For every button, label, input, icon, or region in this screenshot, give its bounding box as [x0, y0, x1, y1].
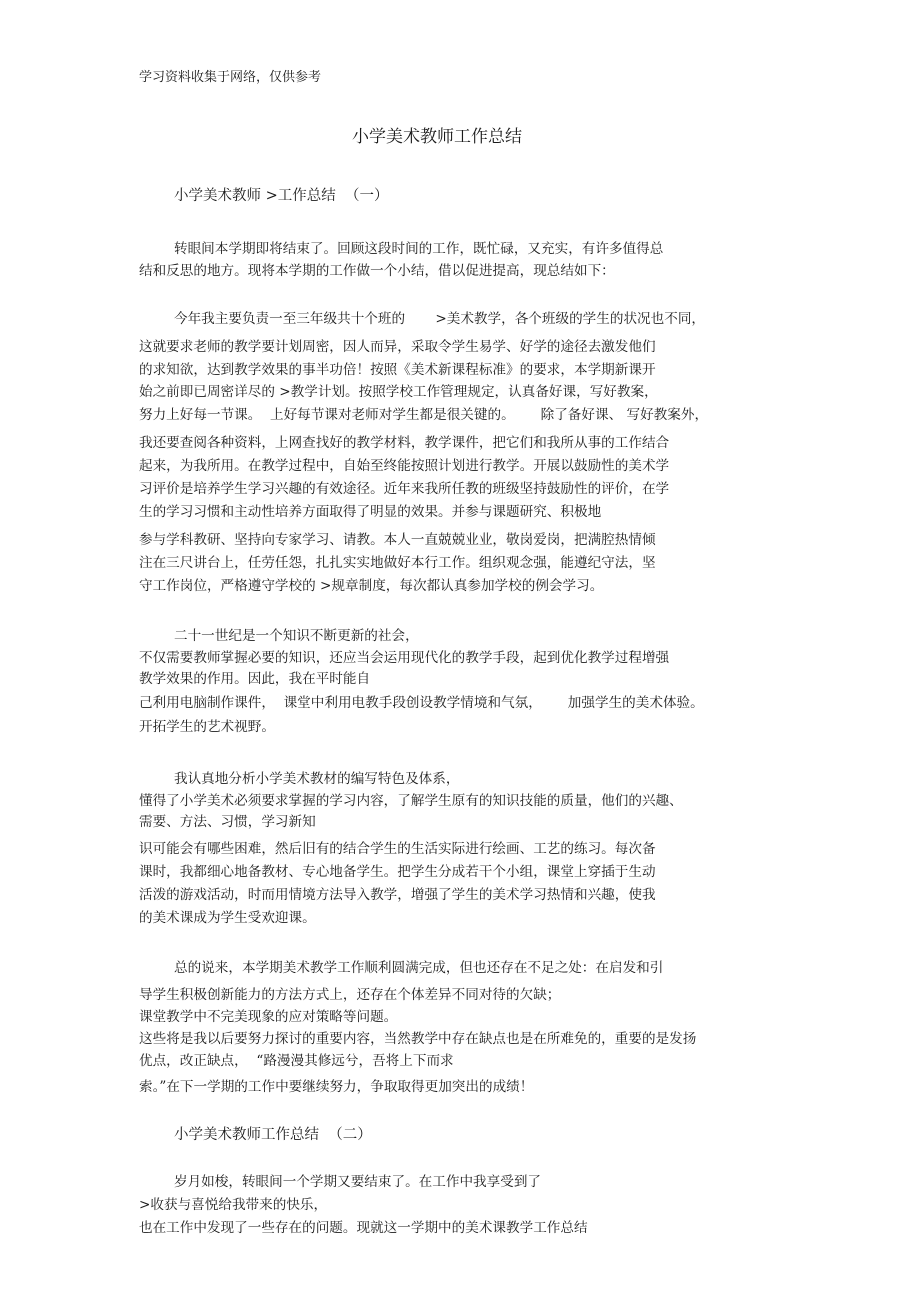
body-line-18: 己利用电脑制作课件， 课堂中利用电教手段创设教学情境和气氛， 加强学生的美术体验。: [139, 695, 704, 711]
body-line-15: 二十一世纪是一个知识不断更新的社会，: [174, 628, 419, 644]
body-line-31: 优点，改正缺点， “路漫漫其修远兮，吾将上下而求: [139, 1053, 454, 1069]
body-line-29: 课堂教学中不完美现象的应对策略等问题。: [139, 1009, 398, 1025]
body-line-28: 导学生积极创新能力的方法方式上，还存在个体差异不同对待的欠缺；: [139, 987, 561, 1003]
body-line-22: 需要、方法、习惯，学习新知: [139, 814, 316, 830]
section-2-heading: 小学美术教师工作总结 （二）: [174, 1127, 372, 1143]
body-line-33: 岁月如梭，转眼间一个学期又要结束了。在工作中我享受到了: [174, 1174, 542, 1190]
section-1-heading: 小学美术教师 >工作总结 （一）: [174, 188, 389, 204]
body-line-13: 注在三尺讲台上，任劳任怨，扎扎实实地做好本行工作。组织观念强，能遵纪守法，坚: [139, 555, 656, 571]
body-line-35: 也在工作中发现了一些存在的问题。现就这一学期中的美术课教学工作总结: [139, 1220, 588, 1236]
body-line-16: 不仅需要教师掌握必要的知识，还应当会运用现代化的教学手段，起到优化教学过程增强: [139, 650, 670, 666]
body-line-17: 教学效果的作用。因此，我在平时能自: [139, 671, 371, 687]
body-line-10: 习评价是培养学生学习兴趣的有效途径。近年来我所任教的班级坚持鼓励性的评价，在学: [139, 481, 670, 497]
body-line-14: 守工作岗位，严格遵守学校的 >规章制度，每次都认真参加学校的例会学习。: [139, 578, 604, 594]
body-line-23: 识可能会有哪些困难，然后旧有的结合学生的生活实际进行绘画、工艺的练习。每次备: [139, 841, 656, 857]
body-line-21: 懂得了小学美术必须要求掌握的学习内容，了解学生原有的知识技能的质量，他们的兴趣、: [139, 793, 683, 809]
body-line-20: 我认真地分析小学美术教材的编写特色及体系，: [174, 771, 460, 787]
body-line-3: 今年我主要负责一至三年级共十个班的 >美术教学，各个班级的学生的状况也不同，: [174, 311, 706, 327]
body-line-2: 结和反思的地方。现将本学期的工作做一个小结，借以促进提高，现总结如下：: [139, 263, 615, 279]
body-line-8: 我还要查阅各种资料，上网查找好的教学材料，教学课件，把它们和我所从事的工作结合: [139, 435, 670, 451]
header-note: 学习资料收集于网络，仅供参考: [139, 70, 322, 85]
body-line-1: 转眼间本学期即将结束了。回顾这段时间的工作，既忙碌，又充实，有许多值得总: [174, 241, 664, 257]
body-line-26: 的美术课成为学生受欢迎课。: [139, 910, 316, 926]
body-line-9: 起来，为我所用。在教学过程中，自始至终能按照计划进行教学。开展以鼓励性的美术学: [139, 458, 670, 474]
body-line-11: 生的学习习惯和主动性培养方面取得了明显的效果。并参与课题研究、积极地: [139, 504, 602, 520]
body-line-7: 努力上好每一节课。 上好每节课对老师对学生都是很关键的。 除了备好课、 写好教案外，: [139, 407, 709, 423]
body-line-6: 始之前即已周密详尽的 >教学计划。按照学校工作管理规定，认真备好课，写好教案，: [139, 384, 658, 400]
body-line-27: 总的说来，本学期美术教学工作顺利圆满完成，但也还存在不足之处：在启发和引: [174, 960, 664, 976]
body-line-24: 课时，我都细心地备教材、专心地备学生。把学生分成若干个小组，课堂上穿插于生动: [139, 864, 656, 880]
body-line-34: >收获与喜悦给我带来的快乐，: [139, 1197, 328, 1213]
body-line-12: 参与学科教研、坚持向专家学习、请教。本人一直兢兢业业，敬岗爱岗，把满腔热情倾: [139, 532, 656, 548]
document-title: 小学美术教师工作总结: [352, 127, 522, 147]
body-line-4: 这就要求老师的教学要计划周密，因人而异，采取令学生易学、好学的途径去激发他们: [139, 339, 656, 355]
body-line-19: 开拓学生的艺术视野。: [139, 719, 275, 735]
body-line-25: 活泼的游戏活动，时而用情境方法导入教学，增强了学生的美术学习热情和兴趣，使我: [139, 887, 656, 903]
body-line-32: 索。”在下一学期的工作中要继续努力，争取取得更加突出的成绩！: [139, 1079, 534, 1095]
body-line-5: 的求知欲，达到教学效果的事半功倍！按照《美术新课程标准》的要求，本学期新课开: [139, 362, 656, 378]
body-line-30: 这些将是我以后要努力探讨的重要内容，当然教学中存在缺点也是在所难免的，重要的是发扬: [139, 1031, 697, 1047]
